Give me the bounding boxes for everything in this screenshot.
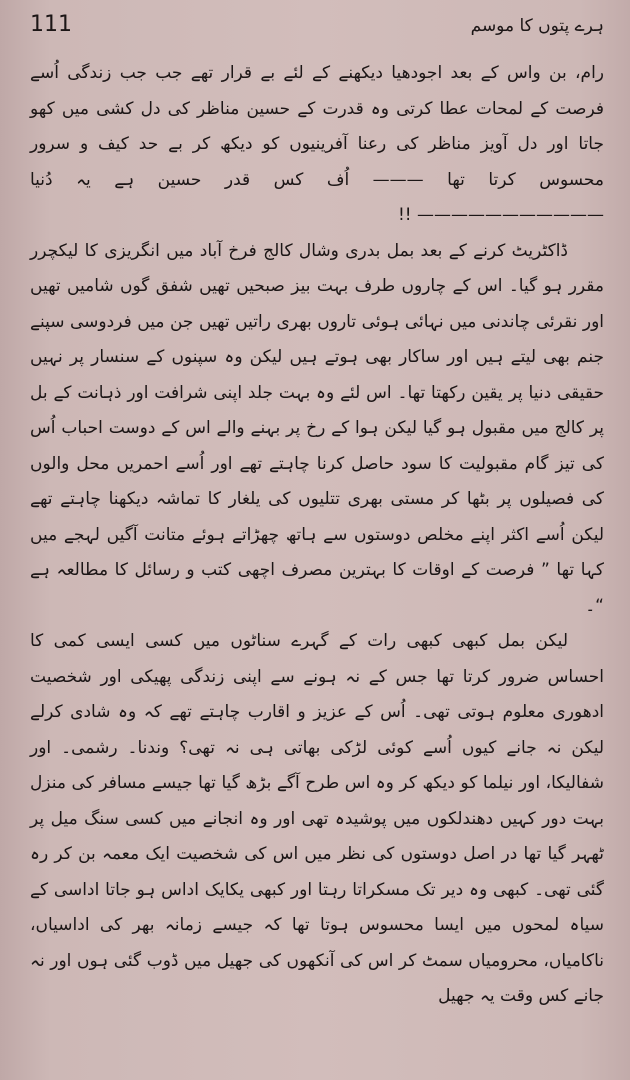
running-title: ہرے پتوں کا موسم bbox=[470, 16, 604, 36]
paragraph-3: لیکن بمل کبھی کبھی رات کے گہرے سناٹوں میں کسی ایسی کمی کا احساس ضرور کرتا تھا جس کے نہ ہونے سے اپنی زندگی پھیکی اور شخصیت ادھوری معلوم ہوتی تھی۔ اُس کے عزیز و اقارب چاہتے تھے کہ وہ شادی کرلے لیکن نہ جانے کیوں اُسے کوئی لڑکی بھاتی ہی نہ تھی؟ وندنا۔ رشمی۔ اور شفالیکا، اور نیلما کو دیکھ کر وہ اس طرح آگے بڑھ گیا تھا جیسے مسافر کی منزل بہت دور کہیں دھندلکوں میں پوشیدہ تھی اور وہ انجانے میں کسی سنگ میل پر ٹھہر گیا تھا در اصل دوستوں کی نظر میں اس کی شخصیت ایک معمہ بن کر رہ گئی تھی۔ کبھی وہ دیر تک مسکراتا رہتا اور کبھی یکایک اداس ہو جاتا اداسی کے سیاہ لمحوں میں ایسا محسوس ہوتا تھا کہ جیسے زمانہ بھر کی اداسیاں، ناکامیاں، محرومیاں سمٹ کر اس کی آنکھوں کی جھیل میں ڈوب گئی ہوں اور نہ جانے کس وقت یہ جھیل bbox=[30, 631, 604, 1006]
page-number: 111 bbox=[30, 12, 72, 37]
paragraph-2: ڈاکٹریٹ کرنے کے بعد بمل بدری وشال کالج فرخ آباد میں انگریزی کا لیکچرر مقرر ہو گیا۔ اس کے چاروں طرف بہت بیز صبحیں تھیں شفق گوں شامیں تھیں اور نقرئی چاندنی میں نہائی ہوئی تاروں بھری راتیں تھیں جن میں فردوسی سپنے جنم بھی لیتے ہیں اور ساکار بھی ہوتے ہیں لیکن وہ سپنوں کے سنسار پر نہیں حقیقی دنیا پر یقین رکھتا تھا۔ اس لئے وہ بہت جلد اپنی شرافت اور ذہانت کے بل پر کالج میں مقبول ہو گیا لیکن ہوا کے رخ پر بہنے والے اس کے دوست احباب اُس کی تیز گام مقبولیت کا سود حاصل کرنا چاہتے تھے اور اُسے احمریں محل والوں کی فصیلوں پر بٹھا کر مستی بھری تتلیوں کی یلغار کا تماشہ دیکھنا چاہتے تھے لیکن اُسے اکثر اپنے مخلص دوستوں سے ہاتھ چھڑاتے ہوئے متانت آگیں لہجے میں کہا تھا ” فرصت کے اوقات کا بہترین مصرف اچھی کتب و رسائل کا مطالعہ ہے “۔ bbox=[30, 240, 605, 616]
page-body bbox=[30, 56, 604, 1015]
paragraph-1: رام، بن واس کے بعد اجودھیا دیکھنے کے لئے بے قرار تھے جب جب زندگی اُسے فرصت کے لمحات عطا کرتی وہ قدرت کے حسین مناظر کی دل کشی میں کھو جاتا اور دل آویز مناظر کی رعنا آفرینیوں کو دیکھ کر بے حد کیف و سرور محسوس کرتا تھا ——— اُف کس قدر حسین ہے یہ دُنیا ——————————— !! bbox=[30, 63, 604, 225]
page-header bbox=[30, 12, 604, 56]
